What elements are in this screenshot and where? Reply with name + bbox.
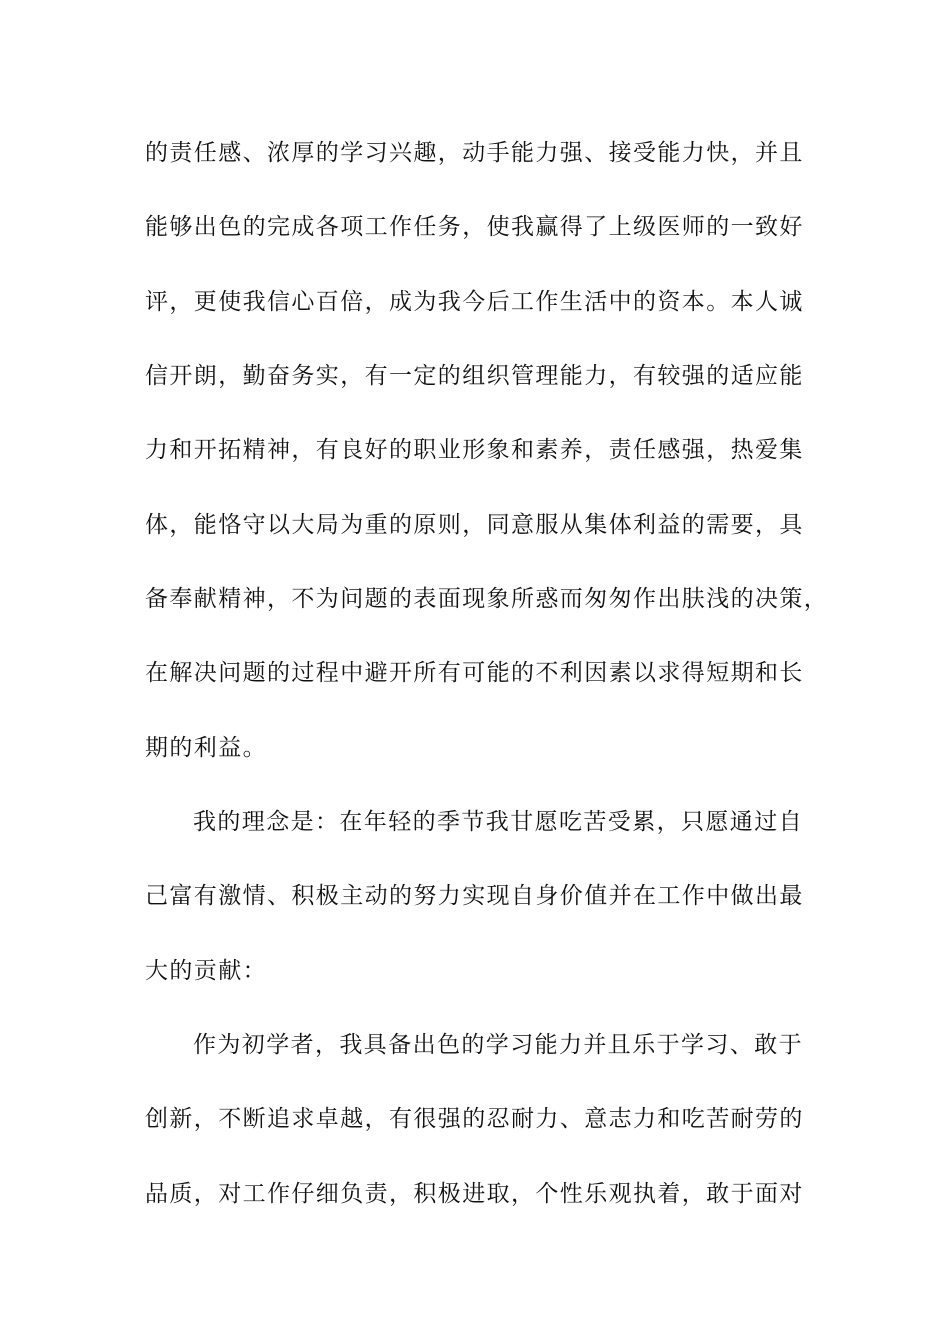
text-line: 的责任感、浓厚的学习兴趣，动手能力强、接受能力快，并且	[145, 140, 804, 166]
paragraph-first-line: 我的理念是：在年轻的季节我甘愿吃苦受累，只愿通过自	[193, 809, 803, 835]
text-line: 创新，不断追求卓越，有很强的忍耐力、意志力和吃苦耐劳的	[145, 1106, 804, 1132]
text-line: 信开朗，勤奋务实，有一定的组织管理能力，有较强的适应能	[145, 363, 804, 389]
text-line: 在解决问题的过程中避开所有可能的不利因素以求得短期和长	[145, 660, 804, 686]
text-line: 期的利益。	[145, 735, 267, 761]
text-line: 评，更使我信心百倍，成为我今后工作生活中的资本。本人诚	[145, 289, 804, 315]
text-line: 大的贡献：	[145, 958, 267, 984]
text-line: 品质，对工作仔细负责，积极进取，个性乐观执着，敢于面对	[145, 1181, 804, 1207]
text-line: 己富有激情、积极主动的努力实现自身价值并在工作中做出最	[145, 883, 804, 909]
text-line: 能够出色的完成各项工作任务，使我赢得了上级医师的一致好	[145, 214, 804, 240]
text-line: 力和开拓精神，有良好的职业形象和素养，责任感强，热爱集	[145, 437, 804, 463]
paragraph-first-line: 作为初学者，我具备出色的学习能力并且乐于学习、敢于	[193, 1032, 803, 1058]
text-line: 体，能恪守以大局为重的原则，同意服从集体利益的需要，具	[145, 512, 804, 538]
text-line: 备奉献精神，不为问题的表面现象所惑而匆匆作出肤浅的决策，	[145, 586, 829, 612]
